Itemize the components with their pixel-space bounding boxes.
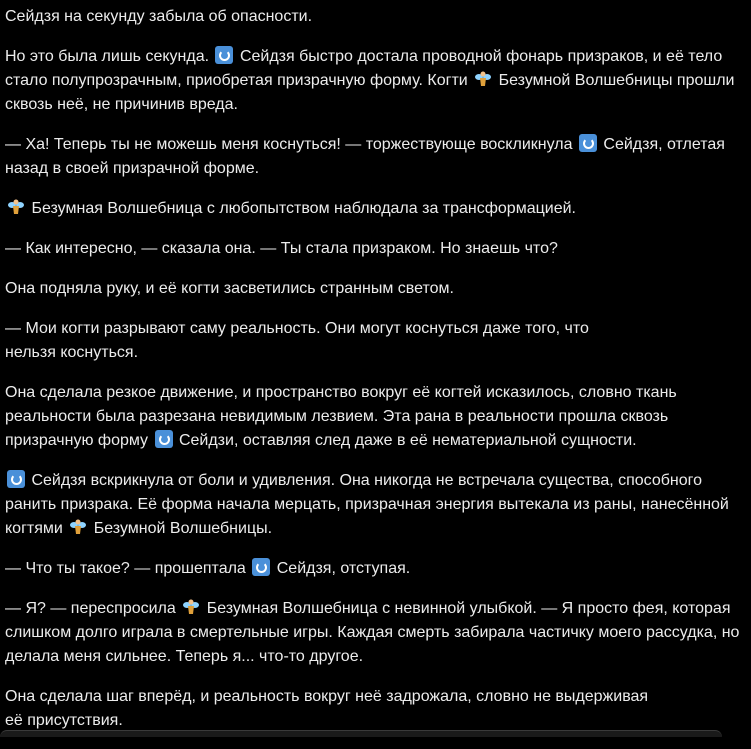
text: — Что ты такое? — прошептала (5, 560, 246, 577)
text: Безумной Волшебницы прошли сквозь неё, не причинив вреда. (5, 72, 735, 113)
fairy-icon (7, 198, 25, 216)
paragraph (5, 45, 740, 117)
text: — Мои когти разрывают саму реальность. Они могут коснуться даже того, что (5, 320, 589, 337)
fairy-icon (69, 518, 87, 536)
composer-edge (0, 730, 722, 737)
paragraph (5, 237, 740, 261)
paragraph (5, 277, 740, 301)
text: Сейдзя на секунду забыла об опасности. (5, 8, 313, 25)
fairy-icon (474, 70, 492, 88)
paragraph (5, 5, 740, 29)
refresh-icon (579, 134, 597, 152)
refresh-icon (252, 558, 270, 576)
paragraph (5, 133, 740, 181)
refresh-icon (215, 46, 233, 64)
paragraph (5, 381, 740, 453)
paragraph (5, 469, 740, 541)
text: Сейдзя, отлетая назад в своей призрачной форме. (5, 136, 725, 177)
paragraph (5, 197, 740, 221)
text: нельзя коснуться. (5, 344, 139, 361)
text: Она сделала резкое движение, и пространство вокруг её когтей исказилось, словно ткань реальности была разрезана невидимым лезвием. Эта рана в реальности прошла сквозь призрачную форму (5, 384, 677, 449)
paragraph (5, 317, 740, 365)
text: Она подняла руку, и её когти засветились странным светом. (5, 280, 454, 297)
text: Сейдзи, оставляя след даже в её нематериальной сущности. (178, 432, 637, 449)
text: Сейдзя, отступая. (276, 560, 411, 577)
text: — Я? — переспросила (5, 600, 176, 617)
fairy-icon (182, 598, 200, 616)
refresh-icon (7, 470, 25, 488)
message-body (5, 5, 740, 749)
text: Сейдзя быстро достала проводной фонарь призраков, и её тело стало полупрозрачным, приобретая призрачную форму. Когти (5, 48, 723, 89)
text: Безумная Волшебница с любопытством наблюдала за трансформацией. (31, 200, 576, 217)
paragraph (5, 557, 740, 581)
refresh-icon (155, 430, 173, 448)
text: Безумной Волшебницы. (93, 520, 273, 537)
text: её присутствия. (5, 712, 123, 729)
text: Безумная Волшебница с невинной улыбкой. — Я просто фея, которая слишком долго играла в смертельные игры. Каждая смерть забирала частичку моего рассудка, но делала меня сильнее. Теперь я... что-то другое. (5, 600, 740, 665)
text: Но это была лишь секунда. (5, 48, 210, 65)
paragraph (5, 597, 740, 669)
text: — Ха! Теперь ты не можешь меня коснуться! — торжествующе воскликнула (5, 136, 573, 153)
text: Сейдзя вскрикнула от боли и удивления. Она никогда не встречала существа, способного ранить призрака. Её форма начала мерцать, призрачная энергия вытекала из раны, нанесённой когтями (5, 472, 729, 537)
paragraph (5, 685, 740, 733)
text: Она сделала шаг вперёд, и реальность вокруг неё задрожала, словно не выдерживая (5, 688, 649, 705)
text: — Как интересно, — сказала она. — Ты стала призраком. Но знаешь что? (5, 240, 558, 257)
